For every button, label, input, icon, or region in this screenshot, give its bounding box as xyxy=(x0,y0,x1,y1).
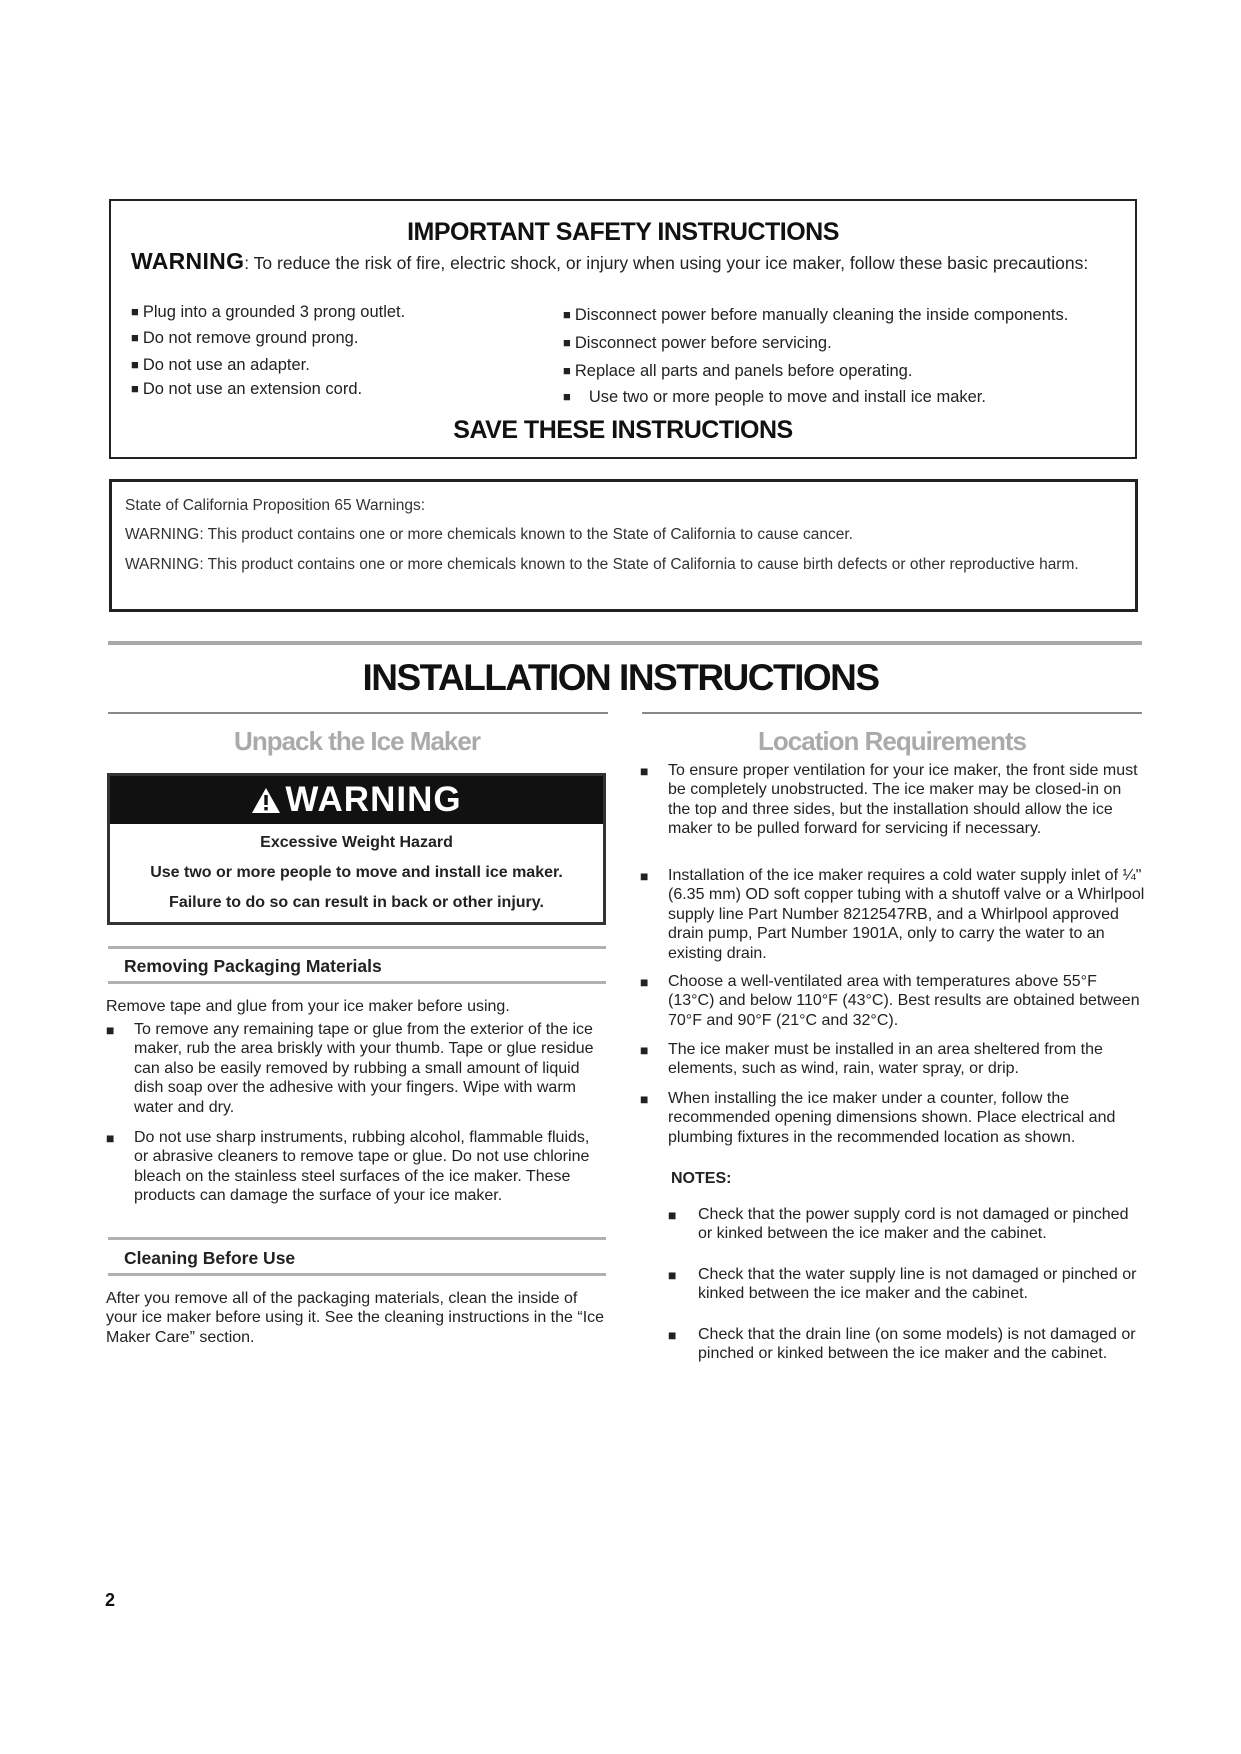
removing-item: To remove any remaining tape or glue from the exterior of the ice maker, rub the area briskly with your thumb. Tape or glue residue can also be easily removed by rubbing a small amount of liquid dish soap over the adhesive with your fingers. Wipe with warm water and dry. xyxy=(134,1021,594,1116)
warning-word: WARNING xyxy=(131,248,245,274)
prop65-heading: State of California Proposition 65 Warnings: xyxy=(125,497,426,514)
location-heading: Location Requirements xyxy=(758,726,1026,756)
location-item: To ensure proper ventilation for your ice maker, the front side must be completely unobstructed. The ice maker may be closed-in on the top and three sides, but the installation should allow the ice maker to be pulled forward for servicing if necessary. xyxy=(668,762,1138,838)
bullet: ■ xyxy=(640,763,649,779)
cleaning-text: After you remove all of the packaging materials, clean the inside of your ice maker before using it. See the cleaning instructions in the “Ice Maker Care” section. xyxy=(106,1290,605,1346)
hazard-line-2: Failure to do so can result in back or other injury. xyxy=(169,894,544,911)
bullet: ■ xyxy=(668,1267,677,1283)
hazard-line-1: Use two or more people to move and install ice maker. xyxy=(150,864,563,881)
weight-warning-box xyxy=(107,773,606,925)
bullet: ■ xyxy=(640,1091,649,1107)
divider xyxy=(108,641,1142,645)
safety-item-right: ■ Use two or more people to move and install ice maker. xyxy=(563,388,986,406)
removing-packaging-heading: Removing Packaging Materials xyxy=(124,956,382,976)
location-item: When installing the ice maker under a counter, follow the recommended opening dimensions shown. Place electrical and plumbing fixtures in the recommended location as shown. xyxy=(668,1090,1116,1146)
safety-item-left: ■ Plug into a grounded 3 prong outlet. xyxy=(131,303,406,321)
safety-warning-text xyxy=(131,248,1121,274)
hazard-title: Excessive Weight Hazard xyxy=(260,834,453,851)
safety-instructions-box xyxy=(109,199,1137,459)
warning-banner xyxy=(110,776,603,824)
bullet: ■ xyxy=(640,1042,649,1058)
location-item: Choose a well-ventilated area with temperatures above 55°F (13°C) and below 110°F (43°C). Best results are obtained between 70°F and 90°F (21°C and 32°C). xyxy=(668,973,1140,1029)
prop65-warning-birth-defects: WARNING: This product contains one or more chemicals known to the State of California to cause birth defects or other reproductive harm. xyxy=(125,556,1079,573)
safety-item-left: ■ Do not use an extension cord. xyxy=(131,380,363,398)
divider xyxy=(108,1237,606,1240)
prop65-box xyxy=(109,479,1138,612)
location-item: The ice maker must be installed in an area sheltered from the elements, such as wind, rain, water spray, or drip. xyxy=(668,1041,1103,1078)
warning-precautions: : To reduce the risk of fire, electric shock, or injury when using your ice maker, follow these basic precautions: xyxy=(244,253,1089,273)
note-item: Check that the water supply line is not damaged or pinched or kinked between the ice maker and the cabinet. xyxy=(698,1266,1137,1303)
safety-item-right: ■ Disconnect power before servicing. xyxy=(563,334,832,352)
safety-item-left: ■ Do not remove ground prong. xyxy=(131,329,359,347)
divider xyxy=(108,712,608,714)
page-number: 2 xyxy=(105,1590,116,1610)
bullet: ■ xyxy=(668,1327,677,1343)
divider xyxy=(108,981,606,984)
bullet: ■ xyxy=(640,974,649,990)
safety-item-left: ■ Do not use an adapter. xyxy=(131,356,310,374)
installation-title: INSTALLATION INSTRUCTIONS xyxy=(362,657,879,698)
note-item: Check that the drain line (on some models) is not damaged or pinched or kinked between the ice maker and the cabinet. xyxy=(698,1326,1136,1363)
divider xyxy=(108,1273,606,1276)
safety-title: IMPORTANT SAFETY INSTRUCTIONS xyxy=(407,218,839,246)
removing-item: Do not use sharp instruments, rubbing alcohol, flammable fluids, or abrasive cleaners to remove tape or glue. Do not use chlorine bleach on the stainless steel surfaces of the ice maker. These products can damage the surface of your ice maker. xyxy=(134,1129,590,1205)
cleaning-heading: Cleaning Before Use xyxy=(124,1248,296,1268)
unpack-heading: Unpack the Ice Maker xyxy=(234,726,480,756)
divider xyxy=(642,712,1142,714)
save-instructions-title: SAVE THESE INSTRUCTIONS xyxy=(453,416,793,444)
notes-label: NOTES: xyxy=(671,1170,732,1187)
bullet: ■ xyxy=(106,1022,115,1038)
warning-banner-text: WARNING xyxy=(285,780,462,819)
note-item: Check that the power supply cord is not damaged or pinched or kinked between the ice maker and the cabinet. xyxy=(698,1206,1129,1243)
safety-item-right: ■ Replace all parts and panels before operating. xyxy=(563,362,913,380)
warning-triangle-icon xyxy=(251,787,281,814)
removing-intro: Remove tape and glue from your ice maker before using. xyxy=(106,998,510,1015)
bullet: ■ xyxy=(668,1207,677,1223)
prop65-warning-cancer: WARNING: This product contains one or more chemicals known to the State of California to cause cancer. xyxy=(125,526,853,543)
divider xyxy=(108,946,606,949)
bullet: ■ xyxy=(106,1130,115,1146)
safety-item-right: ■ Disconnect power before manually cleaning the inside components. xyxy=(563,306,1069,324)
bullet: ■ xyxy=(640,868,649,884)
location-item: Installation of the ice maker requires a cold water supply inlet of ¼" (6.35 mm) OD soft copper tubing with a shutoff valve or a Whirlpool supply line Part Number 8212547RB, and a Whirlpool approved drain pump, Part Number 1901A, only to carry the water to an existing drain. xyxy=(668,867,1145,962)
